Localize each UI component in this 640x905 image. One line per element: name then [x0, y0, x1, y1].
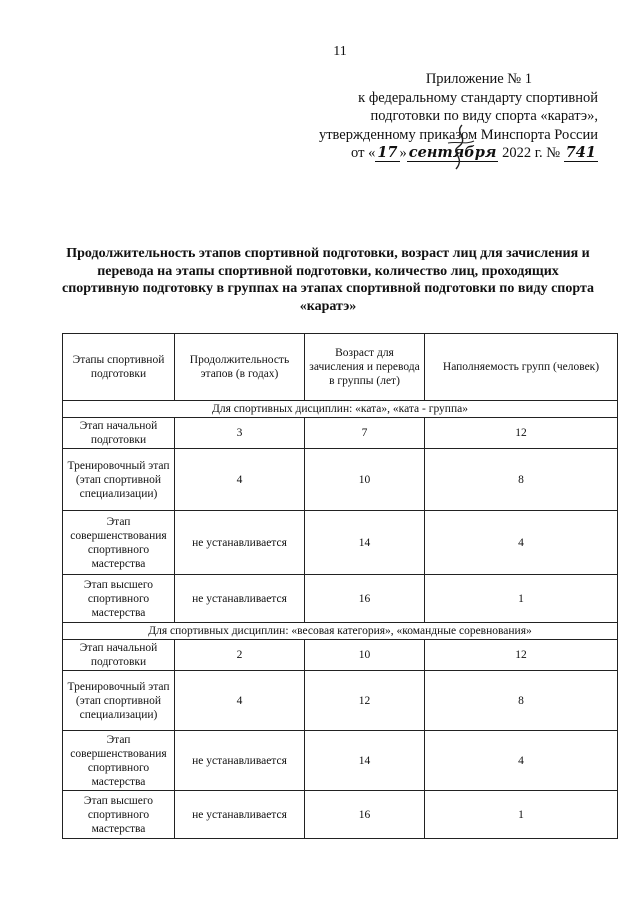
- duration-cell: 4: [175, 449, 305, 511]
- group-size-cell: 12: [425, 640, 618, 671]
- age-cell: 7: [305, 418, 425, 449]
- stage-cell: Этап высшего спортивного мастерства: [63, 791, 175, 839]
- stage-cell: Тренировочный этап (этап спортивной специализации): [63, 671, 175, 731]
- age-cell: 14: [305, 511, 425, 575]
- section-title: Для спортивных дисциплин: «весовая категория», «командные соревнования»: [63, 623, 618, 640]
- header-group-size: Наполняемость групп (человек): [425, 334, 618, 401]
- age-cell: 12: [305, 671, 425, 731]
- duration-cell: не устанавливается: [175, 731, 305, 791]
- group-size-cell: 1: [425, 791, 618, 839]
- table-row: [63, 418, 618, 449]
- table-row: [63, 731, 618, 791]
- group-size-cell: 4: [425, 511, 618, 575]
- table-row: [63, 791, 618, 839]
- stage-cell: Этап высшего спортивного мастерства: [63, 575, 175, 623]
- table-row: [63, 671, 618, 731]
- table-row: [63, 575, 618, 623]
- appendix-title: Приложение № 1: [425, 71, 532, 87]
- group-size-cell: 4: [425, 731, 618, 791]
- group-size-cell: 1: [425, 575, 618, 623]
- date-year: 2022 г. №: [498, 145, 564, 161]
- age-cell: 16: [305, 791, 425, 839]
- handwritten-order-number: 741: [565, 144, 596, 161]
- appendix-line-2: подготовки по виду спорта «каратэ»,: [370, 108, 598, 124]
- signature-mark: [440, 123, 480, 171]
- section-title: Для спортивных дисциплин: «ката», «ката - группа»: [63, 401, 618, 418]
- stage-cell: Этап совершенствования спортивного мастерства: [63, 511, 175, 575]
- age-cell: 16: [305, 575, 425, 623]
- header-age: Возраст для зачисления и перевода в группы (лет): [305, 334, 425, 401]
- table-row: [63, 640, 618, 671]
- header-duration: Продолжительность этапов (в годах): [175, 334, 305, 401]
- stage-cell: Этап начальной подготовки: [63, 418, 175, 449]
- duration-cell: 4: [175, 671, 305, 731]
- age-cell: 14: [305, 731, 425, 791]
- table-row: [63, 449, 618, 511]
- table-row: [63, 511, 618, 575]
- group-size-cell: 8: [425, 671, 618, 731]
- page-number: 11: [333, 44, 347, 59]
- section-row-kumite: [63, 623, 618, 640]
- document-title: Продолжительность этапов спортивной подготовки, возраст лиц для зачисления и перевода на этапы спортивной подготовки, количество лиц, проходящих спортивную подготовку в группах на этапах спортивной подготовки по виду спорта «каратэ»: [61, 246, 595, 314]
- stage-cell: Этап совершенствования спортивного мастерства: [63, 731, 175, 791]
- table-header-row: [63, 334, 618, 401]
- age-cell: 10: [305, 449, 425, 511]
- group-size-cell: 8: [425, 449, 618, 511]
- date-mid: »: [399, 145, 407, 161]
- duration-cell: не устанавливается: [175, 791, 305, 839]
- date-prefix: от «: [351, 145, 376, 161]
- appendix-line-3: утвержденному приказом Минспорта России: [318, 126, 598, 143]
- stage-cell: Этап начальной подготовки: [63, 640, 175, 671]
- age-cell: 10: [305, 640, 425, 671]
- handwritten-month: сентября: [408, 144, 497, 161]
- duration-cell: не устанавливается: [175, 511, 305, 575]
- section-row-kata: [63, 401, 618, 418]
- appendix-line-1: к федеральному стандарту спортивной: [358, 89, 598, 106]
- group-size-cell: 12: [425, 418, 618, 449]
- header-stage: Этапы спортивной подготовки: [63, 334, 175, 401]
- duration-cell: 3: [175, 418, 305, 449]
- handwritten-day: 17: [377, 144, 398, 161]
- duration-cell: 2: [175, 640, 305, 671]
- stages-table: [62, 333, 618, 839]
- stage-cell: Тренировочный этап (этап спортивной специализации): [63, 449, 175, 511]
- duration-cell: не устанавливается: [175, 575, 305, 623]
